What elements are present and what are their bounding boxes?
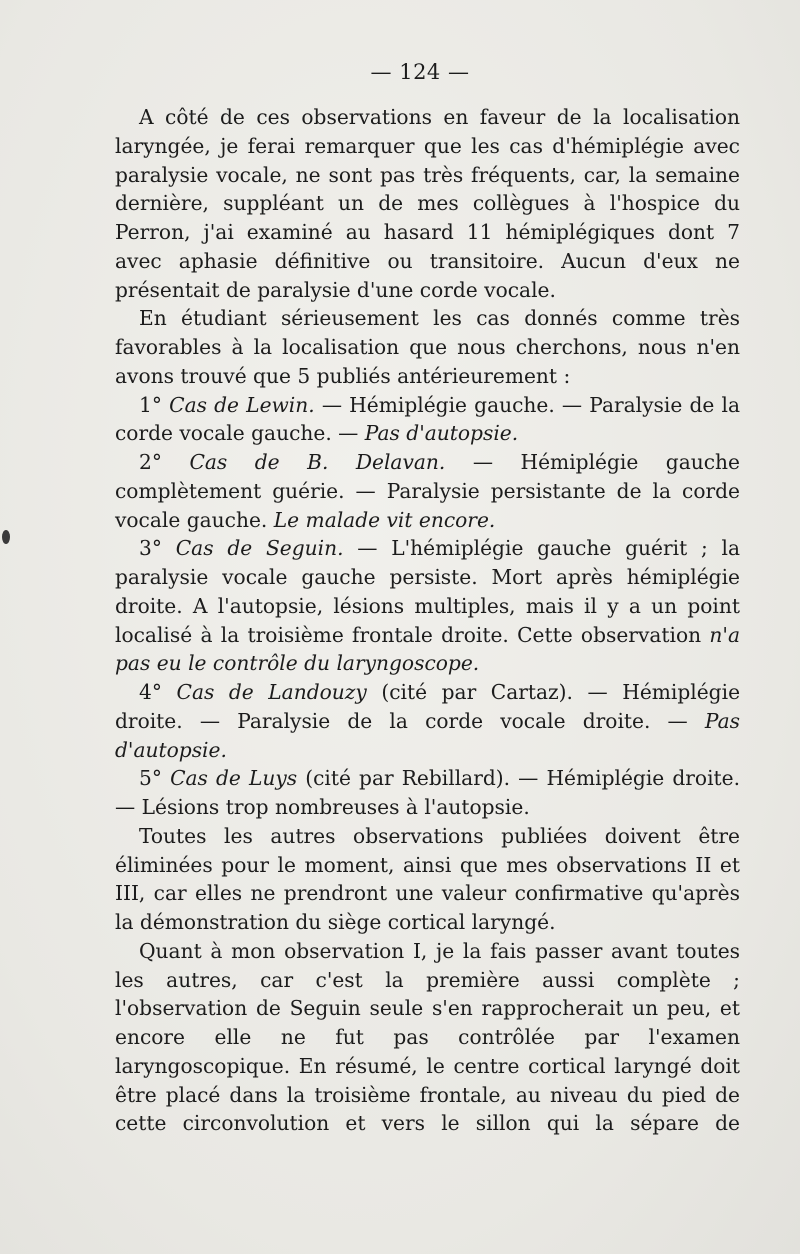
case-item [115, 678, 740, 764]
paragraph-cases-intro: En étudiant sérieusement les cas donnés comme très favorables à la localisation que nous cherchons, nous n'en avons trouvé que 5 publiés antérieurement : [115, 306, 740, 388]
case-number: 5° [139, 766, 162, 791]
case-number: 2° [139, 450, 162, 474]
case-name: Cas de Landouzy [176, 680, 367, 704]
case-note: Le malade vit encore. [273, 507, 496, 532]
case-body: — L'hémiplégie gauche guérit ; la paralysie vocale gauche persiste. Mort après hémiplégie droite. A l'autopsie, lésions multiples, mais il y a un point localisé à la troisième frontale droite. Cette observation [115, 536, 741, 647]
case-name: Cas de Luys [170, 766, 298, 791]
case-item [115, 764, 740, 822]
case-name: Cas de Seguin. [175, 536, 344, 561]
case-body: (cité par Cartaz). — Hémiplégie droite. — Paralysie de la corde vocale droite. — [115, 680, 741, 733]
case-name: Cas de B. Delavan. [189, 450, 446, 474]
case-number: 3° [139, 536, 162, 561]
case-body: — Hémiplégie gauche complètement guérie. — Paralysie persistante de la corde vocale gauche. [115, 450, 740, 532]
paragraph-summary: Quant à mon observation I, je la fais passer avant toutes les autres, car c'est la première aussi complète ; l'observation de Seguin seule s'en rapprocherait un peu, et encore elle ne fut pas contrôlée par l'examen laryngoscopique. En résumé, le centre cortical laryngé doit être placé dans la troisième frontale, au niveau du pied de cette circonvolution et vers le sillon qui la sépare de [115, 938, 740, 1136]
paragraph-intro: A côté de ces observations en faveur de la localisation laryngée, je ferai remarquer que les cas d'hémiplégie avec paralysie vocale, ne sont pas très fréquents, car, la semaine dernière, suppléant un de mes collègues à l'hospice du Perron, j'ai examiné au hasard 11 hémiplégiques dont 7 avec aphasie définitive ou transitoire. Aucun d'eux ne présentait de paralysie d'une corde vocale. [115, 105, 740, 302]
paragraph-conclusion: Toutes les autres observations publiées doivent être éliminées pour le moment, ainsi que mes observations II et III, car elles ne prendront une valeur confirmative qu'après la démonstration du siège cortical laryngé. [115, 823, 740, 934]
case-item [115, 448, 740, 534]
case-name: Cas de Lewin. [169, 392, 315, 417]
case-note: Pas d'autopsie. [364, 421, 519, 446]
binding-hole-mark [2, 530, 10, 544]
case-note: Pas d'autopsie. [115, 708, 740, 762]
body-text [115, 103, 740, 1138]
case-number: 1° [139, 392, 162, 417]
case-body: (cité par Rebillard). — Hémiplégie droite. — Lésions trop nombreuses à l'autopsie. [115, 766, 741, 819]
case-body: — Hémiplégie gauche. — Paralysie de la corde vocale gauche. — [115, 392, 740, 446]
case-item [115, 391, 740, 449]
case-item [115, 534, 740, 678]
case-note: n'a pas eu le contrôle du laryngoscope. [115, 622, 740, 676]
page-number: — 124 — [370, 60, 470, 84]
case-number: 4° [139, 680, 162, 704]
